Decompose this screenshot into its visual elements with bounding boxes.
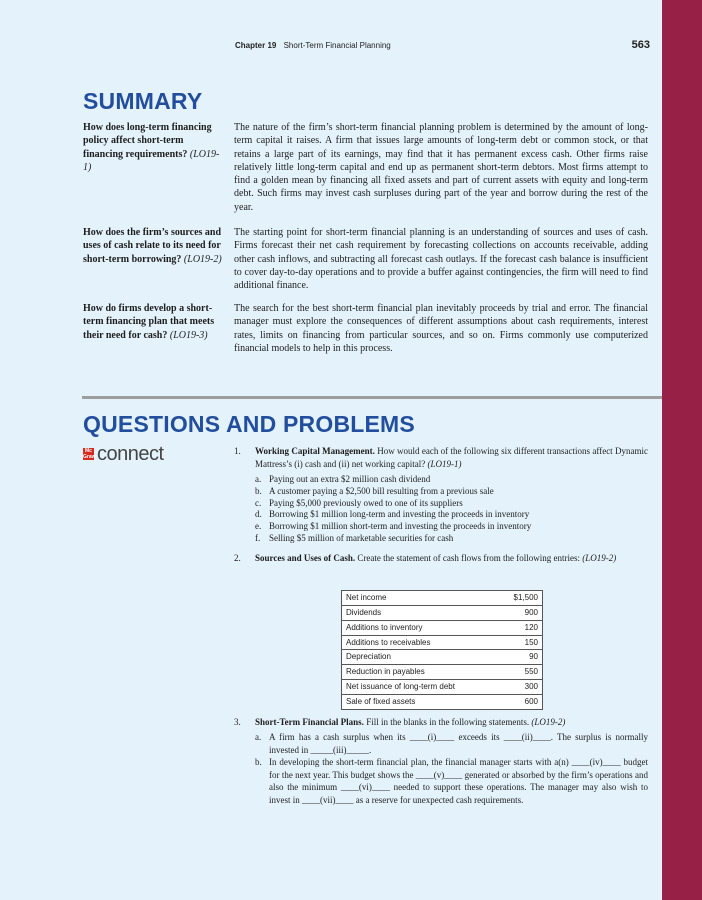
mcgraw-hill-logo-icon (83, 448, 94, 460)
summary-answer-1: The nature of the firm’s short-term financial planning problem is determined by the amount of long-term capital it raises. A firm that issues large amounts of long-term debt or common stock, or that retains a large part of its earnings, may find that it has permanent excess cash. Other firms raise relatively little long-term capital and end up as permanent short-term debtors. Most firms attempt to find a golden mean by financing all fixed assets and part of current assets with equity and long-term debt. Such firms may invest cash surpluses during part of the year and borrow during the rest of the year. (234, 122, 648, 213)
item-letter: c. (255, 497, 262, 508)
learning-objective: (LO19-1) (427, 458, 462, 469)
row-value: 90 (529, 652, 538, 662)
list-item (255, 509, 648, 521)
problem-heading: Working Capital Management. (255, 446, 375, 456)
table-row (342, 591, 542, 606)
summary-heading: SUMMARY (83, 88, 203, 114)
item-text: A customer paying a $2,500 bill resulting from a previous sale (269, 485, 494, 496)
item-letter: a. (255, 474, 262, 484)
table-row (342, 650, 542, 665)
cash-flow-entries-table (341, 590, 543, 710)
table-row (342, 680, 542, 695)
item-letter: b. (255, 757, 262, 768)
item-text: In developing the short-term financial plan, the financial manager starts with a(n) ____(iv)____ budget for the next year. This budget shows the ____(v)____ generated or absorbed by the firm’s operations and also the minimum ____(vi)____ needed to support these operations. The manager may also wish to invest in ____(vii)____ as a reserve for unexpected cash requirements. (269, 757, 648, 805)
problem-3 (234, 716, 648, 729)
item-text: Paying $5,000 previously owed to one of its suppliers (269, 497, 463, 508)
row-value: 120 (524, 622, 538, 632)
page-number: 563 (631, 39, 650, 51)
problem-number: 2. (234, 553, 241, 563)
summary-question-3 (83, 302, 223, 342)
logo-mark-line: Graw (83, 454, 96, 460)
item-text: Selling $5 million of marketable securities for cash (269, 532, 454, 543)
problem-text: Create the statement of cash flows from the following entries: (357, 553, 581, 563)
table-row (342, 636, 542, 651)
row-value: 300 (524, 682, 538, 692)
list-item (255, 486, 648, 498)
item-text: Borrowing $1 million long-term and investing the proceeds in inventory (269, 509, 530, 520)
item-letter: f. (255, 532, 261, 543)
summary-answer-2: The starting point for short-term financial planning is an understanding of sources and uses of cash. Firms forecast their net cash requirement by forecasting collections on accounts receivable, adding other cash inflows, and subtracting all forecast cash outlays. If the forecast cash balance is insufficient to cover day-to-day operations and to provide a buffer against contingencies, the firm will need to find additional finance. (234, 227, 648, 292)
row-value: 900 (524, 607, 538, 617)
problem-number: 1. (234, 446, 241, 456)
item-text: A firm has a cash surplus when its ____(i)____ exceeds its ____(ii)____. The surplus is normally invested in _____(iii)_____. (269, 732, 648, 755)
table-row (342, 695, 542, 709)
item-letter: a. (255, 732, 262, 742)
row-label: Sale of fixed assets (346, 696, 416, 706)
problem-1-items (255, 474, 648, 545)
row-label: Depreciation (346, 652, 391, 662)
item-text: Paying out an extra $2 million cash dividend (269, 474, 431, 484)
row-value: 550 (524, 667, 538, 677)
summary-answer-3: The search for the best short-term financial plan inevitably proceeds by trial and error. The financial manager must explore the consequences of different assumptions about cash requirements, interest rates, limits on financing from particular sources, and so on. Firms commonly use computerized financial models to help in this process. (234, 303, 648, 354)
learning-objective: (LO19-3) (169, 329, 208, 341)
list-item (255, 521, 648, 533)
problem-3-items (255, 731, 648, 807)
problem-number: 3. (234, 717, 241, 727)
summary-question-2 (83, 226, 223, 266)
logo-mark-line: Mc (85, 448, 92, 454)
item-letter: b. (255, 485, 262, 496)
problem-text: How would each of the following six different transactions affect Dynamic Mattress’s (i) cash and (ii) net working capital? (255, 446, 648, 469)
row-label: Dividends (346, 607, 382, 617)
learning-objective: (LO19-1) (83, 148, 220, 173)
connect-wordmark: connect (97, 443, 164, 465)
row-value: 600 (524, 696, 538, 706)
section-divider (82, 396, 662, 399)
row-value: $1,500 (513, 593, 538, 602)
row-label: Additions to receivables (346, 637, 431, 647)
table-row (342, 621, 542, 636)
problem-heading: Sources and Uses of Cash. (255, 553, 356, 563)
row-label: Additions to inventory (346, 622, 423, 632)
questions-heading: QUESTIONS AND PROBLEMS (83, 411, 415, 437)
list-item (255, 756, 648, 806)
item-letter: d. (255, 509, 262, 520)
problem-heading: Short-Term Financial Plans. (255, 717, 364, 727)
list-item (255, 731, 648, 756)
list-item (255, 498, 648, 510)
problem-2 (234, 552, 648, 565)
row-label: Net issuance of long-term debt (346, 682, 455, 692)
table-row (342, 606, 542, 621)
running-header (235, 41, 391, 50)
question-text: How does long-term financing policy affect short-term financing requirements? (83, 122, 212, 160)
summary-question-1 (83, 121, 223, 174)
connect-logo (83, 443, 164, 465)
row-label: Reduction in payables (346, 667, 425, 677)
chapter-title: Short-Term Financial Planning (283, 41, 391, 50)
list-item (255, 533, 648, 545)
table-row (342, 665, 542, 680)
learning-objective: (LO19-2) (183, 253, 222, 265)
item-text: Borrowing $1 million short-term and investing the proceeds in inventory (269, 521, 532, 532)
learning-objective: (LO19-2) (582, 553, 617, 563)
problem-text: Fill in the blanks in the following statements. (366, 717, 530, 727)
question-text: How do firms develop a short-term financing plan that meets their need for cash? (83, 303, 215, 341)
list-item (255, 474, 648, 486)
learning-objective: (LO19-2) (531, 717, 566, 727)
row-label: Net income (346, 593, 387, 602)
item-letter: e. (255, 521, 262, 532)
row-value: 150 (524, 637, 538, 647)
chapter-number: Chapter 19 (235, 41, 277, 50)
question-text: How does the firm’s sources and uses of cash relate to its need for short-term borrowing? (83, 227, 222, 265)
page-edge-band (662, 0, 702, 900)
problem-1 (234, 445, 648, 470)
